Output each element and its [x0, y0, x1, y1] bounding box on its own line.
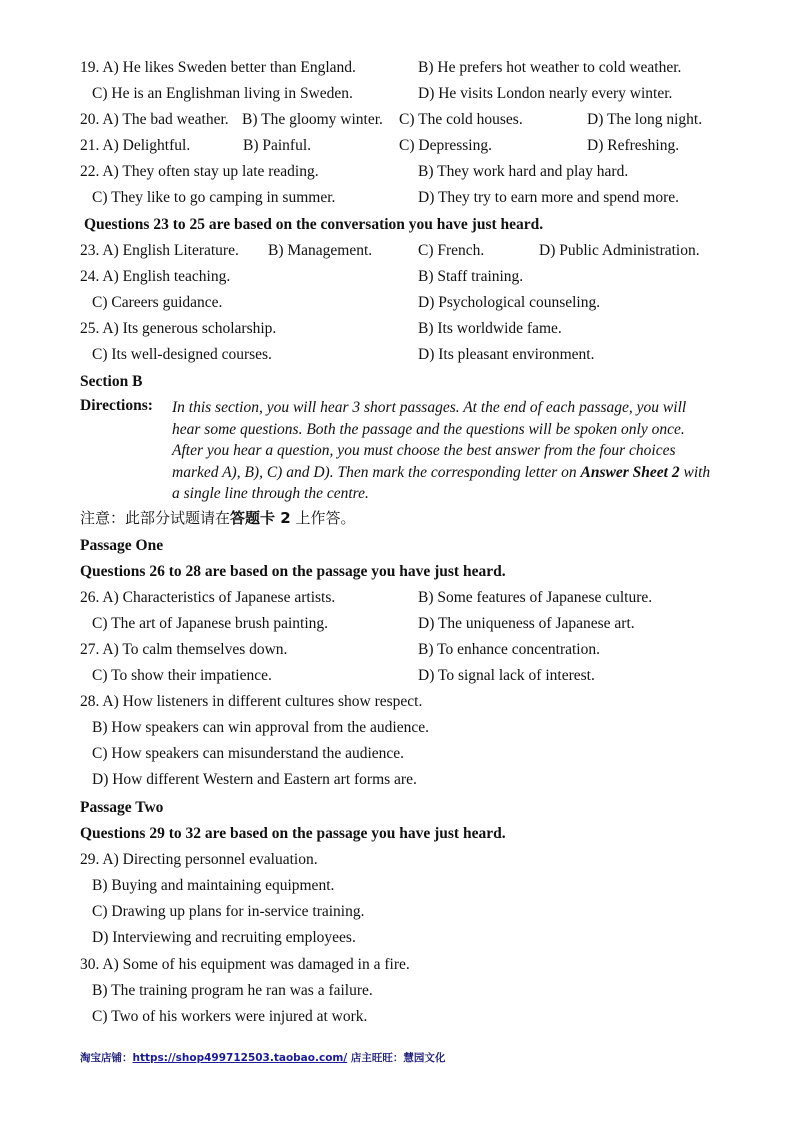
q24-option-d: D) Psychological counseling.: [418, 294, 601, 311]
question-22-row-1: [0, 163, 800, 189]
note-answer-sheet: 答题卡 2: [230, 509, 291, 527]
question-27-row-2: [0, 667, 800, 693]
q28-option-d: D) How different Western and Eastern art forms are.: [92, 771, 417, 788]
q21-option-c: C) Depressing.: [399, 137, 492, 154]
q25-option-c: C) Its well-designed courses.: [92, 346, 272, 363]
question-29-row-c: [0, 903, 800, 929]
question-22-row-2: [0, 189, 800, 215]
q22-option-a: 22. A) They often stay up late reading.: [80, 163, 319, 180]
q22-option-c: C) They like to go camping in summer.: [92, 189, 336, 206]
q29-option-a: 29. A) Directing personnel evaluation.: [80, 851, 318, 868]
q20-option-c: C) The cold houses.: [399, 111, 523, 128]
question-30-row-c: [0, 1008, 800, 1034]
directions-text-part-2: with a single line through the centre.: [172, 463, 711, 502]
q23-option-a: 23. A) English Literature.: [80, 242, 239, 259]
footer-owner-label: 店主旺旺：慧园文化: [347, 1052, 446, 1064]
note-part-2: 上作答。: [290, 509, 356, 527]
question-28-row-a: [0, 693, 800, 719]
q26-option-a: 26. A) Characteristics of Japanese artists.: [80, 589, 336, 606]
note-part-1: 注意：此部分试题请在: [80, 509, 231, 527]
q26-option-d: D) The uniqueness of Japanese art.: [418, 615, 635, 632]
question-27-row-1: [0, 641, 800, 667]
section-b-heading: Section B: [80, 373, 143, 390]
q21-option-a: 21. A) Delightful.: [80, 137, 191, 154]
q20-option-d: D) The long night.: [587, 111, 703, 128]
footer-shop-link[interactable]: https://shop499712503.taobao.com/: [132, 1052, 348, 1064]
q25-option-b: B) Its worldwide fame.: [418, 320, 562, 337]
question-20-row: [0, 111, 800, 137]
q23-option-b: B) Management.: [268, 242, 373, 259]
directions-answer-sheet: Answer Sheet 2: [580, 463, 680, 481]
q25-option-a: 25. A) Its generous scholarship.: [80, 320, 277, 337]
q23-option-c: C) French.: [418, 242, 485, 259]
question-29-row-a: [0, 851, 800, 877]
question-23-row: [0, 242, 800, 268]
footer-shop-label: 淘宝店铺：: [80, 1052, 133, 1064]
q26-option-b: B) Some features of Japanese culture.: [418, 589, 653, 606]
question-25-row-2: [0, 346, 800, 372]
q30-option-c: C) Two of his workers were injured at work.: [92, 1008, 368, 1025]
q19-option-a: 19. A) He likes Sweden better than England.: [80, 59, 356, 76]
question-26-row-2: [0, 615, 800, 641]
directions-text-part-1: In this section, you will hear 3 short passages. At the end of each passage, you will hear some questions. Both the passage and the questions will be spoken only once. After you hear a question, you must choose the best answer from the four choices marked A), B), C) and D). Then mark the corresponding letter on: [172, 399, 687, 481]
question-24-row-1: [0, 268, 800, 294]
q20-option-a: 20. A) The bad weather.: [80, 111, 229, 128]
q27-option-d: D) To signal lack of interest.: [418, 667, 595, 684]
q26-option-c: C) The art of Japanese brush painting.: [92, 615, 329, 632]
q29-option-b: B) Buying and maintaining equipment.: [92, 877, 335, 894]
passage-two-heading: Passage Two: [80, 799, 164, 816]
q24-option-a: 24. A) English teaching.: [80, 268, 231, 285]
question-24-row-2: [0, 294, 800, 320]
q28-option-b: B) How speakers can win approval from the audience.: [92, 719, 430, 736]
q22-option-b: B) They work hard and play hard.: [418, 163, 629, 180]
chinese-note: [80, 507, 355, 528]
question-26-row-1: [0, 589, 800, 615]
q22-option-d: D) They try to earn more and spend more.: [418, 189, 679, 206]
q25-option-d: D) Its pleasant environment.: [418, 346, 595, 363]
q20-option-b: B) The gloomy winter.: [242, 111, 383, 128]
question-25-row-1: [0, 320, 800, 346]
q27-option-a: 27. A) To calm themselves down.: [80, 641, 288, 658]
q27-option-c: C) To show their impatience.: [92, 667, 272, 684]
question-29-row-b: [0, 877, 800, 903]
q24-option-b: B) Staff training.: [418, 268, 524, 285]
question-28-row-d: [0, 771, 800, 797]
conversation-heading: Questions 23 to 25 are based on the conversation you have just heard.: [84, 216, 544, 233]
q28-option-c: C) How speakers can misunderstand the audience.: [92, 745, 405, 762]
q21-option-d: D) Refreshing.: [587, 137, 680, 154]
page-footer: [80, 1050, 445, 1065]
q19-option-c: C) He is an Englishman living in Sweden.: [92, 85, 353, 102]
q21-option-b: B) Painful.: [243, 137, 312, 154]
directions-label: Directions:: [80, 397, 153, 414]
passage-one-questions-heading: Questions 26 to 28 are based on the passage you have just heard.: [80, 563, 506, 580]
question-21-row: [0, 137, 800, 163]
question-29-row-d: [0, 929, 800, 955]
passage-one-heading: Passage One: [80, 537, 164, 554]
q29-option-d: D) Interviewing and recruiting employees.: [92, 929, 356, 946]
question-30-row-b: [0, 982, 800, 1008]
question-19-row-2: [0, 85, 800, 111]
question-19-row-1: [0, 59, 800, 85]
q30-option-a: 30. A) Some of his equipment was damaged in a fire.: [80, 956, 410, 973]
question-28-row-c: [0, 745, 800, 771]
q24-option-c: C) Careers guidance.: [92, 294, 223, 311]
q30-option-b: B) The training program he ran was a failure.: [92, 982, 373, 999]
question-28-row-b: [0, 719, 800, 745]
q19-option-d: D) He visits London nearly every winter.: [418, 85, 673, 102]
q28-option-a: 28. A) How listeners in different cultures show respect.: [80, 693, 423, 710]
q23-option-d: D) Public Administration.: [539, 242, 700, 259]
directions-text: [172, 397, 717, 505]
q29-option-c: C) Drawing up plans for in-service training.: [92, 903, 365, 920]
passage-two-questions-heading: Questions 29 to 32 are based on the passage you have just heard.: [80, 825, 506, 842]
q27-option-b: B) To enhance concentration.: [418, 641, 600, 658]
question-30-row-a: [0, 956, 800, 982]
q19-option-b: B) He prefers hot weather to cold weather.: [418, 59, 682, 76]
